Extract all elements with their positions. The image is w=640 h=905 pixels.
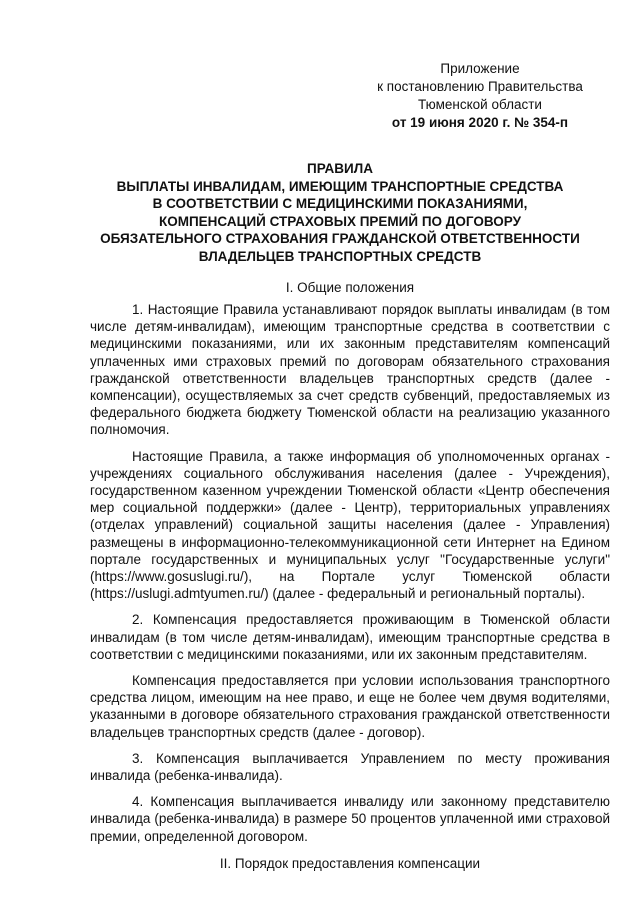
paragraph: 1. Настоящие Правила устанавливают порядок выплаты инвалидам (в том числе детям-инвалидам), имеющим транспортные средства в соответствии с медицинскими показаниями, или их законным представителям компенсаций уплаченных ими страховых премий по договорам обязательного страхования гражданской ответственности владельцев транспортных средств (далее - компенсации), осуществляемых за счет средств субвенций, предоставляемых из федерального бюджета бюджету Тюменской области на реализацию указанного полномочия. — [90, 302, 610, 438]
title-line: В СООТВЕТСТВИИ С МЕДИЦИНСКИМИ ПОКАЗАНИЯМИ, — [152, 196, 528, 211]
appendix-header — [330, 60, 630, 132]
title-line: ОБЯЗАТЕЛЬНОГО СТРАХОВАНИЯ ГРАЖДАНСКОЙ ОТВЕТСТВЕННОСТИ — [100, 231, 580, 246]
title-line: ВЛАДЕЛЬЦЕВ ТРАНСПОРТНЫХ СРЕДСТВ — [198, 248, 482, 264]
appendix-date-number: от 19 июня 2020 г. № 354-п — [391, 115, 569, 130]
paragraph: Настоящие Правила, а также информация об уполномоченных органах - учреждениях социального обслуживания населения (далее - Учреждения), государственном казенном учреждении Тюменской области «Центр обеспечения мер социальной поддержки» (далее - Центр), территориальных управлениях (отделах управлений) социальной защиты населения (далее - Управления) размещены в информационно-телекоммуникационной сети Интернет на Едином портале государственных и муниципальных услуг "Государственные услуги" (https://www.gosuslugi.ru/), на Портале услуг Тюменской области (https://uslugi.admtyumen.ru/) (далее - федеральный и региональный порталы). — [90, 448, 610, 602]
title-line: ПРАВИЛА — [307, 161, 373, 176]
document-title — [70, 160, 610, 265]
section-heading-general: I. Общие положения — [285, 280, 415, 295]
paragraph: 4. Компенсация выплачивается инвалиду или законному представителю инвалида (ребенка-инвалида) в размере 50 процентов уплаченной ими страховой премии, определенной договором. — [90, 794, 610, 844]
title-line: КОМПЕНСАЦИЙ СТРАХОВЫХ ПРЕМИЙ ПО ДОГОВОРУ — [158, 213, 522, 229]
appendix-region: Тюменской области — [418, 97, 542, 112]
document-body — [90, 301, 610, 854]
title-line: ВЫПЛАТЫ ИНВАЛИДАМ, ИМЕЮЩИМ ТРАНСПОРТНЫЕ СРЕДСТВА — [116, 178, 564, 194]
appendix-label: Приложение — [440, 61, 520, 76]
paragraph: 2. Компенсация предоставляется проживающим в Тюменской области инвалидам (в том числе детям-инвалидам), имеющим транспортные средства в соответствии с медицинскими показаниями, или их законным представителям. — [90, 612, 610, 662]
paragraph: 3. Компенсация выплачивается Управлением по месту проживания инвалида (ребенка-инвалида). — [90, 750, 610, 784]
paragraph: Компенсация предоставляется при условии использования транспортного средства лицом, имеющим на нее право, и еще не более чем двумя водителями, указанными в договоре обязательного страхования гражданской ответственности владельцев транспортных средств (далее - договор). — [90, 673, 610, 740]
appendix-resolution: к постановлению Правительства — [377, 79, 583, 94]
section-heading-procedure: II. Порядок предоставления компенсации — [219, 856, 481, 871]
